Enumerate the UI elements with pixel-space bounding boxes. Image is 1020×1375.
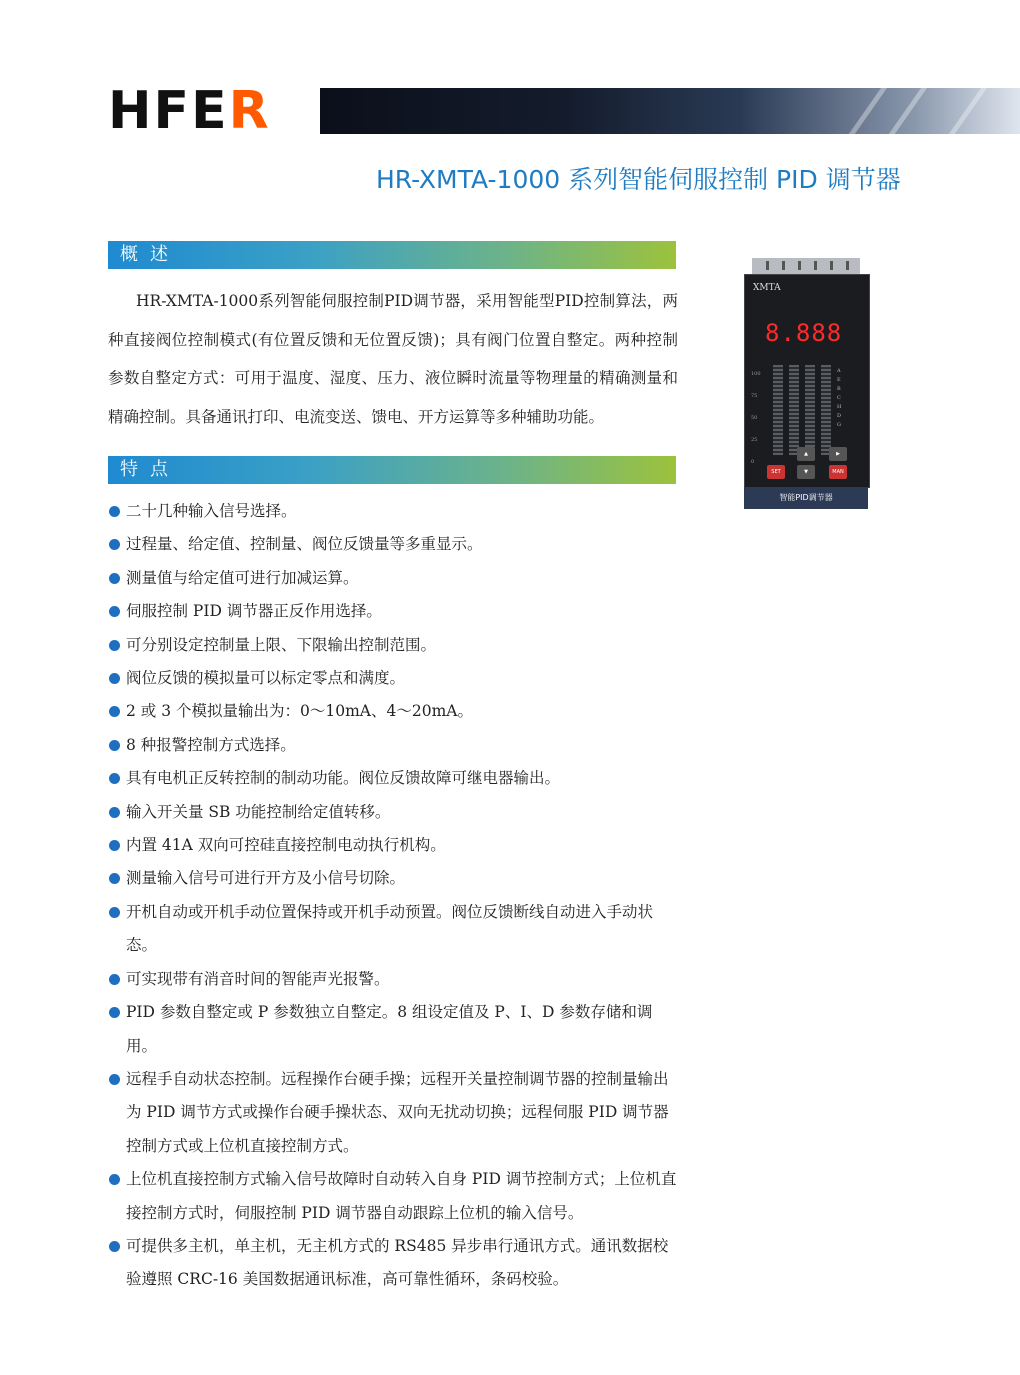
led-label: H: [837, 404, 842, 410]
device-footer-label: 智能PID调节器: [744, 487, 868, 509]
list-item-text: 伺服控制 PID 调节器正反作用选择。: [126, 602, 382, 621]
list-item-text: 内置 41A 双向可控硅直接控制电动执行机构。: [126, 836, 446, 855]
list-item: [108, 695, 680, 728]
scale-label: 100: [751, 371, 761, 377]
bullet-icon: [109, 539, 120, 550]
bullet-icon: [109, 974, 120, 985]
logo-letter-h: H: [108, 81, 150, 141]
list-item-text: 过程量、给定值、控制量、阀位反馈量等多重显示。: [126, 535, 483, 554]
bullet-icon: [109, 873, 120, 884]
list-item: [108, 1230, 680, 1297]
bullet-icon: [109, 573, 120, 584]
list-item-text: 具有电机正反转控制的制动功能。阀位反馈故障可继电器输出。: [126, 769, 561, 788]
bullet-icon: [109, 807, 120, 818]
list-item: [108, 762, 680, 795]
list-item-text: 远程手自动状态控制。远程操作台硬手操；远程开关量控制调节器的控制量输出为 PID 调节方式或操作台硬手操状态、双向无扰动切换；远程伺服 PID 调节器控制方式或上位机直接控制方式。: [126, 1069, 669, 1155]
logo-letter-f: F: [153, 81, 188, 141]
list-item: [108, 629, 680, 662]
section-overview-heading: [108, 241, 676, 269]
bullet-icon: [109, 740, 120, 751]
list-item-text: 阀位反馈的模拟量可以标定零点和满度。: [126, 669, 406, 688]
bullet-icon: [109, 1074, 120, 1085]
list-item-text: 测量值与给定值可进行加减运算。: [126, 568, 359, 587]
bullet-icon: [109, 606, 120, 617]
list-item: [108, 829, 680, 862]
overview-text: HR-XMTA-1000系列智能伺服控制PID调节器，采用智能型PID控制算法，两种直接阀位控制模式(有位置反馈和无位置反馈)；具有阀门位置自整定。两种控制参数自整定方式：可用于温度、湿度、压力、液位瞬时流量等物理量的精确测量和精确控制。具备通讯打印、电流变送、馈电、开方运算等多种辅助功能。: [108, 292, 678, 426]
led-label: G: [837, 422, 841, 428]
section-overview-label: 概述: [120, 244, 180, 265]
list-item-text: 2 或 3 个模拟量输出为：0～10mA、4～20mA。: [126, 702, 473, 721]
list-item: [108, 896, 680, 963]
list-item: [108, 1063, 680, 1163]
section-features-heading: [108, 456, 676, 484]
list-item: [108, 1163, 680, 1230]
header-banner: [320, 88, 1020, 134]
list-item-text: 可提供多主机，单主机，无主机方式的 RS485 异步串行通讯方式。通讯数据校验遵照 CRC-16 美国数据通讯标准，高可靠性循环，条码校验。: [126, 1236, 669, 1289]
scale-label: 25: [751, 437, 758, 443]
list-item-text: 上位机直接控制方式输入信号故障时自动转入自身 PID 调节控制方式；上位机直接控制方式时，伺服控制 PID 调节器自动跟踪上位机的输入信号。: [126, 1170, 677, 1222]
device-scale: [751, 363, 761, 473]
list-item-text: 8 种报警控制方式选择。: [126, 735, 296, 754]
bullet-icon: [109, 1174, 120, 1185]
overview-paragraph: [108, 282, 678, 436]
list-item: [108, 729, 680, 762]
scale-label: 0: [751, 459, 755, 465]
list-item-text: 测量输入信号可进行开方及小信号切除。: [126, 869, 406, 888]
scale-label: 50: [751, 415, 758, 421]
led-label: D: [837, 413, 842, 419]
bullet-icon: [109, 773, 120, 784]
list-item: [108, 528, 680, 561]
logo-letter-e: E: [191, 81, 225, 141]
list-item: [108, 595, 680, 628]
led-label: B: [837, 386, 841, 392]
man-button: MAN: [829, 465, 847, 479]
list-item-text: 可实现带有消音时间的智能声光报警。: [126, 969, 390, 988]
set-button: SET: [767, 465, 785, 479]
list-item: [108, 996, 680, 1063]
bullet-icon: [109, 706, 120, 717]
list-item: [108, 562, 680, 595]
bullet-icon: [109, 673, 120, 684]
right-arrow-icon: ▶: [829, 447, 847, 461]
list-item: [108, 862, 680, 895]
list-item-text: PID 参数自整定或 P 参数独立自整定。8 组设定值及 P、I、D 参数存储和调用。: [126, 1003, 653, 1055]
scale-label: 75: [751, 393, 758, 399]
device-model-label: XMTA: [753, 283, 781, 293]
bullet-icon: [109, 1007, 120, 1018]
device-led-display: 8.888: [765, 319, 843, 347]
list-item-text: 开机自动或开机手动位置保持或开机手动预置。阀位反馈断线自动进入手动状态。: [126, 902, 654, 955]
device-indicator-leds: [837, 367, 841, 430]
up-arrow-icon: ▲: [797, 447, 815, 461]
list-item: [108, 495, 680, 528]
brand-logo: [108, 81, 267, 141]
list-item-text: 可分别设定控制量上限、下限输出控制范围。: [126, 635, 437, 654]
bullet-icon: [109, 506, 120, 517]
led-label: A: [837, 368, 841, 374]
led-label: E: [837, 377, 841, 383]
device-bargraphs: [773, 365, 833, 455]
list-item-text: 二十几种输入信号选择。: [126, 502, 297, 520]
bullet-icon: [109, 840, 120, 851]
list-item: [108, 963, 680, 996]
bullet-icon: [109, 1241, 120, 1252]
down-arrow-icon: ▼: [797, 465, 815, 479]
bullet-icon: [109, 907, 120, 918]
bullet-icon: [109, 640, 120, 651]
product-image: [742, 258, 870, 510]
page-title: HR-XMTA-1000 系列智能伺服控制 PID 调节器: [376, 165, 901, 194]
logo-letter-r: R: [228, 81, 267, 141]
led-label: C: [837, 395, 841, 401]
device-front-panel: [744, 274, 870, 488]
feature-list: [108, 495, 680, 1297]
list-item: [108, 662, 680, 695]
section-features-label: 特点: [120, 459, 180, 480]
list-item: [108, 796, 680, 829]
list-item-text: 输入开关量 SB 功能控制给定值转移。: [126, 802, 391, 821]
